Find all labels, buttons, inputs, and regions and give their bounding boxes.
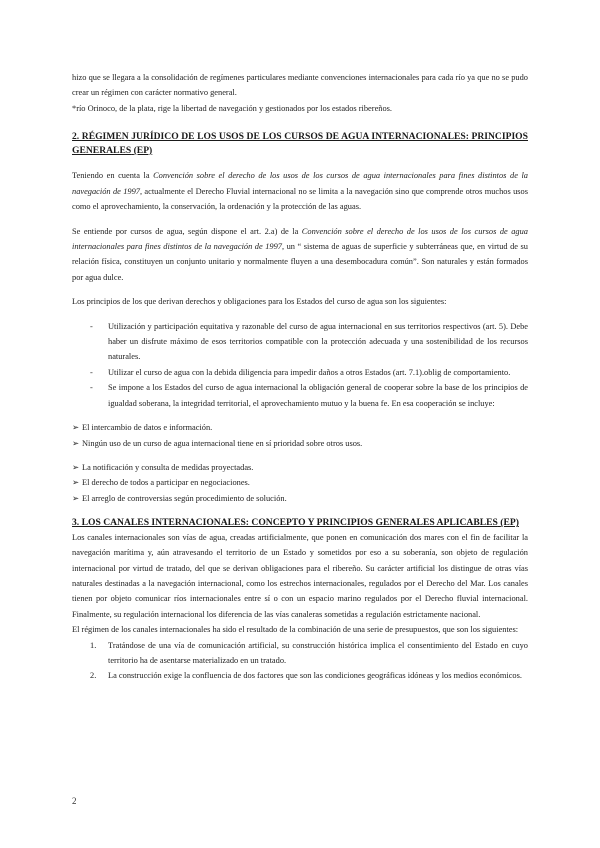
item-number: 2.	[90, 671, 97, 681]
section-2-paragraph-3: Los principios de los que derivan derechos y obligaciones para los Estados del curso de agua son los siguientes:	[72, 297, 447, 307]
numbered-item	[90, 668, 528, 683]
section-3-heading	[72, 516, 528, 530]
intro-note: *río Orinoco, de la plata, rige la libertad de navegación y gestionados por los estados ribereños.	[72, 103, 393, 113]
section-3-title: 3. LOS CANALES INTERNACIONALES: CONCEPTO Y PRINCIPIOS GENERALES APLICABLES	[72, 517, 498, 529]
arrow-bullet-icon: ➢	[72, 423, 80, 433]
item-number: 1.	[90, 640, 97, 650]
section-2-tag: (EP)	[133, 144, 153, 156]
arrow-bullet-icon: ➢	[72, 438, 80, 448]
arrow-item	[72, 491, 528, 506]
arrow-item-text: La notificación y consulta de medidas proyectadas.	[82, 462, 254, 472]
s2p2-text-b: , un “ sistema de aguas de superficie y subterráneas que, en virtud de su relación física, constituyen un conjunto unitario y normalmente fluyen a una desembocadura común”. Son naturales y están formados por agua dulce.	[72, 242, 528, 282]
arrow-item	[72, 460, 528, 475]
section-2-paragraph-2	[72, 224, 528, 286]
page-number: 2	[72, 796, 77, 806]
arrow-bullet-icon: ➢	[72, 478, 80, 488]
principle-item: - Utilización y participación equitativa y razonable del curso de agua internacional en sus territorios respectivos (art. 5). Debe haber un disfrute máximo de esos territorios compatible con la protección adecuada y una sostenibilidad de los recursos naturales.	[90, 319, 528, 365]
arrow-bullet-icon: ➢	[72, 493, 80, 503]
section-2-title: 2. RÉGIMEN JURÍDICO DE LOS USOS DE LOS CURSOS DE AGUA INTERNACIONALES: PRINCIPIOS GENERALES	[72, 131, 528, 156]
principle-item: - Utilizar el curso de agua con la debida diligencia para impedir daños a otros Estados (art. 7.1).oblig de comportamiento.	[90, 365, 528, 380]
arrow-item-text: El arreglo de controversias según procedimiento de solución.	[82, 493, 287, 503]
principle-item: - Se impone a los Estados del curso de agua internacional la obligación general de cooperar sobre la base de los principios de igualdad soberana, la integridad territorial, el aprovechamiento mutuo y la buena fe. En esa cooperación se incluye:	[90, 380, 528, 411]
s2p1-text-b: , actualmente el Derecho Fluvial internacional no se limita a la navegación sino que comprende otros muchos usos como el aprovechamiento, la conservación, la ordenación y la protección de las aguas.	[72, 186, 528, 212]
numbered-item	[90, 638, 528, 669]
section-3-paragraph-2: El régimen de los canales internacionales ha sido el resultado de la combinación de una serie de presupuestos, que son los siguientes:	[72, 625, 519, 635]
section-2-paragraph-1	[72, 168, 528, 214]
principles-list	[72, 319, 528, 411]
page-content	[72, 70, 528, 684]
arrow-item-text: El intercambio de datos e información.	[82, 423, 213, 433]
arrow-item	[72, 420, 528, 435]
item-text: La construcción exige la confluencia de dos factores que son las condiciones geográficas idóneas y los medios económicos.	[108, 671, 522, 681]
intro-paragraph: hizo que se llegara a la consolidación de regímenes particulares mediante convenciones internacionales para cada río ya que no se pudo crear un régimen con carácter normativo general.	[72, 73, 528, 98]
arrow-bullet-icon: ➢	[72, 462, 80, 472]
section-3-paragraph-1: Los canales internacionales son vías de agua, creadas artificialmente, que ponen en comunicación dos mares con el fin de facilitar la navegación marítima y, aún atravesando el territorio de un Estado y sometidos por eso a su soberanía, son objeto de regulación internacional por virtud de tratado, del que se derivan obligaciones para el ribereño. Su carácter artificial los distingue de otras vías naturales destinadas a la navegación internacional, como los estrechos internacionales, regulados por el Derecho del Mar. Los canales tienen por objeto comunicar ríos internacionales entre sí o con un espacio marino regulados por el Derecho fluvial internacional. Finalmente, su regulación internacional los diferencia de las vías canaleras sometidas a regulación estrictamente nacional.	[72, 532, 528, 619]
arrow-item	[72, 475, 528, 490]
arrow-item	[72, 436, 528, 451]
arrow-item-text: Ningún uso de un curso de agua internacional tiene en sí prioridad sobre otros usos.	[82, 438, 363, 448]
item-text: Tratándose de una vía de comunicación artificial, su construcción histórica implica el consentimiento del Estado en cuyo territorio ha de asentarse materializado en un tratado.	[108, 640, 528, 665]
s2p1-text-a: Teniendo en cuenta la	[72, 171, 154, 181]
s2p2-convention-title: Convención sobre el derecho de los usos de los cursos de agua internacionales para fines distintos de la navegación de 1997	[72, 226, 528, 252]
s2p1-convention-title: Convención sobre el derecho de los usos de los cursos de agua internacionales para fines distintos de la navegación de 1997	[72, 171, 528, 196]
arrow-item-text: El derecho de todos a participar en negociaciones.	[82, 478, 250, 488]
cooperation-list-1	[72, 420, 528, 451]
section-2-heading	[72, 130, 528, 157]
section-3-tag: (EP)	[500, 517, 519, 529]
cooperation-list-2	[72, 460, 528, 506]
s2p2-text-a: Se entiende por cursos de agua, según dispone el art. 2.a) de la	[72, 226, 302, 236]
presuppositions-list	[72, 638, 528, 684]
